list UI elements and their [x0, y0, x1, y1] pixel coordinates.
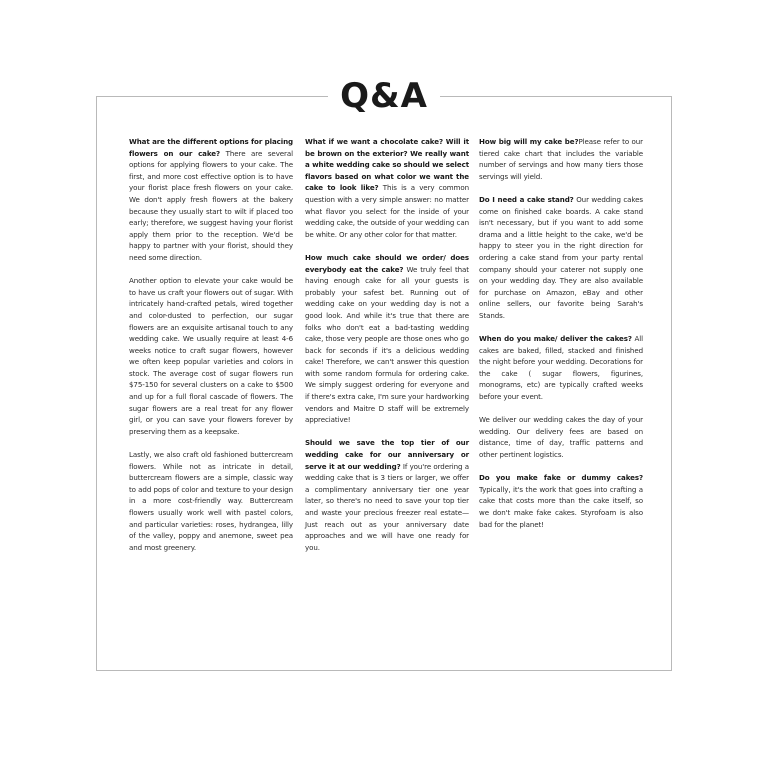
qa-item: [305, 437, 469, 553]
qa-item: [479, 194, 643, 322]
qa-item: [479, 472, 643, 530]
question: Should we save the top tier of our wedding cake for our anniversary or serve it at our wedding?: [305, 438, 469, 471]
page-title: Q&A: [340, 76, 428, 116]
answer: Our wedding cakes come on finished cake boards. A cake stand isn't necessary, but if you want to add some drama and a little height to the cake, we'd be happy to steer you in the right direction for ordering a cake stand from your party rental company should your caterer not supply one on your wedding day. They are also available for purchase on Amazon, eBay and other online sellers, our favorite being Sarah's Stands.: [479, 194, 644, 320]
qa-item: [129, 136, 293, 264]
answer: All cakes are baked, filled, stacked and finished the night before your wedding. Decorations for the cake ( sugar flowers, figurines, monograms, etc) are typically crafted weeks before your event.: [479, 334, 643, 402]
qa-item: [479, 333, 643, 403]
question: Do I need a cake stand?: [479, 194, 574, 204]
answer: This is a very common question with a very simple answer: no matter what flavor you select for the inside of your wedding cake, the outside of your wedding can be white. Or any other color for that matter.: [305, 183, 469, 239]
qa-item: [479, 414, 643, 460]
column-1: [129, 136, 293, 565]
column-2: [305, 136, 469, 565]
answer: There are several options for applying flowers to your cake. The first, and more cost effective option is to have your florist place fresh flowers on your cake. We don't apply fresh flowers at the bakery because they usually start to wilt if placed too early; therefore, we suggest having your florist apply them prior to the reception. We'd be happy to partner with your florist, should they need some direction.: [129, 148, 293, 262]
question: How big will my cake be?: [479, 137, 579, 146]
question: What are the different options for placing flowers on our cake?: [129, 137, 293, 158]
answer: We deliver our wedding cakes the day of your wedding. Our delivery fees are based on distance, time of day, traffic patterns and other pertinent logistics.: [479, 415, 643, 460]
answer: Typically, it's the work that goes into crafting a cake that costs more than the cake itself, so we don't make fake cakes. Styrofoam is also bad for the planet!: [479, 484, 643, 529]
question: Do you make fake or dummy cakes?: [479, 473, 643, 483]
question: How much cake should we order/ does everybody eat the cake?: [305, 252, 469, 274]
qa-item: [129, 275, 293, 437]
answer: Another option to elevate your cake would be to have us craft your flowers out of sugar. With intricately hand-crafted petals, wired together and color-dusted to perfection, our sugar flowers are an exquisite artisanal touch to any wedding cake. We usually require at least 4-6 weeks notice to craft sugar flowers, however we often keep popular varieties and colors in stock. The average cost of sugar flowers run $75-150 for several clusters on a cake to $500 and up for a full floral cascade of flowers. The sugar flowers are a real treat for any flower girl, or you can save your flowers forever by preserving them as a keepsake.: [129, 276, 293, 436]
answer: Lastly, we also craft old fashioned buttercream flowers. While not as intricate in detail, buttercream flowers are a simple, classic way to add pops of color and texture to your design in a more cost-friendly way. Buttercream flowers usually work well with pastel colors, and particular varieties: roses, hydrangea, lilly of the valley, poppy and anemone, sweet pea and most greenery.: [129, 450, 293, 552]
qa-item: [305, 252, 469, 426]
column-3: [479, 136, 643, 542]
answer: We truly feel that having enough cake for all your guests is probably your safest bet. Running out of wedding cake on your wedding day is not a good look. And while it's true that there are folks who don't eat a bad-tasting wedding cake, those very people are those ones who go back for seconds if it's a delicious wedding cake! Therefore, we can't answer this question with some random formula for ordering cake. We simply suggest ordering for everyone and if there's extra cake, I'm sure your hardworking vendors and Maitre D staff will be extremely appreciative!: [305, 264, 469, 425]
answer: If you're ordering a wedding cake that is 3 tiers or larger, we offer a complimentary anniversary tier one year later, so there's no need to save your top tier and waste your precious freezer real estate— Just reach out as your anniversary date approaches and we will have one ready for you.: [305, 461, 469, 552]
qa-item: [479, 136, 643, 182]
qa-item: [305, 136, 469, 240]
answer: Please refer to our tiered cake chart that includes the variable number of servings and how many tiers those servings will yield.: [479, 137, 643, 181]
qa-item: [129, 449, 293, 553]
question: What if we want a chocolate cake? Will it be brown on the exterior? We really want a white wedding cake so should we select flavors based on what color we want the cake to look like?: [305, 137, 469, 193]
question: When do you make/ deliver the cakes?: [479, 334, 632, 344]
